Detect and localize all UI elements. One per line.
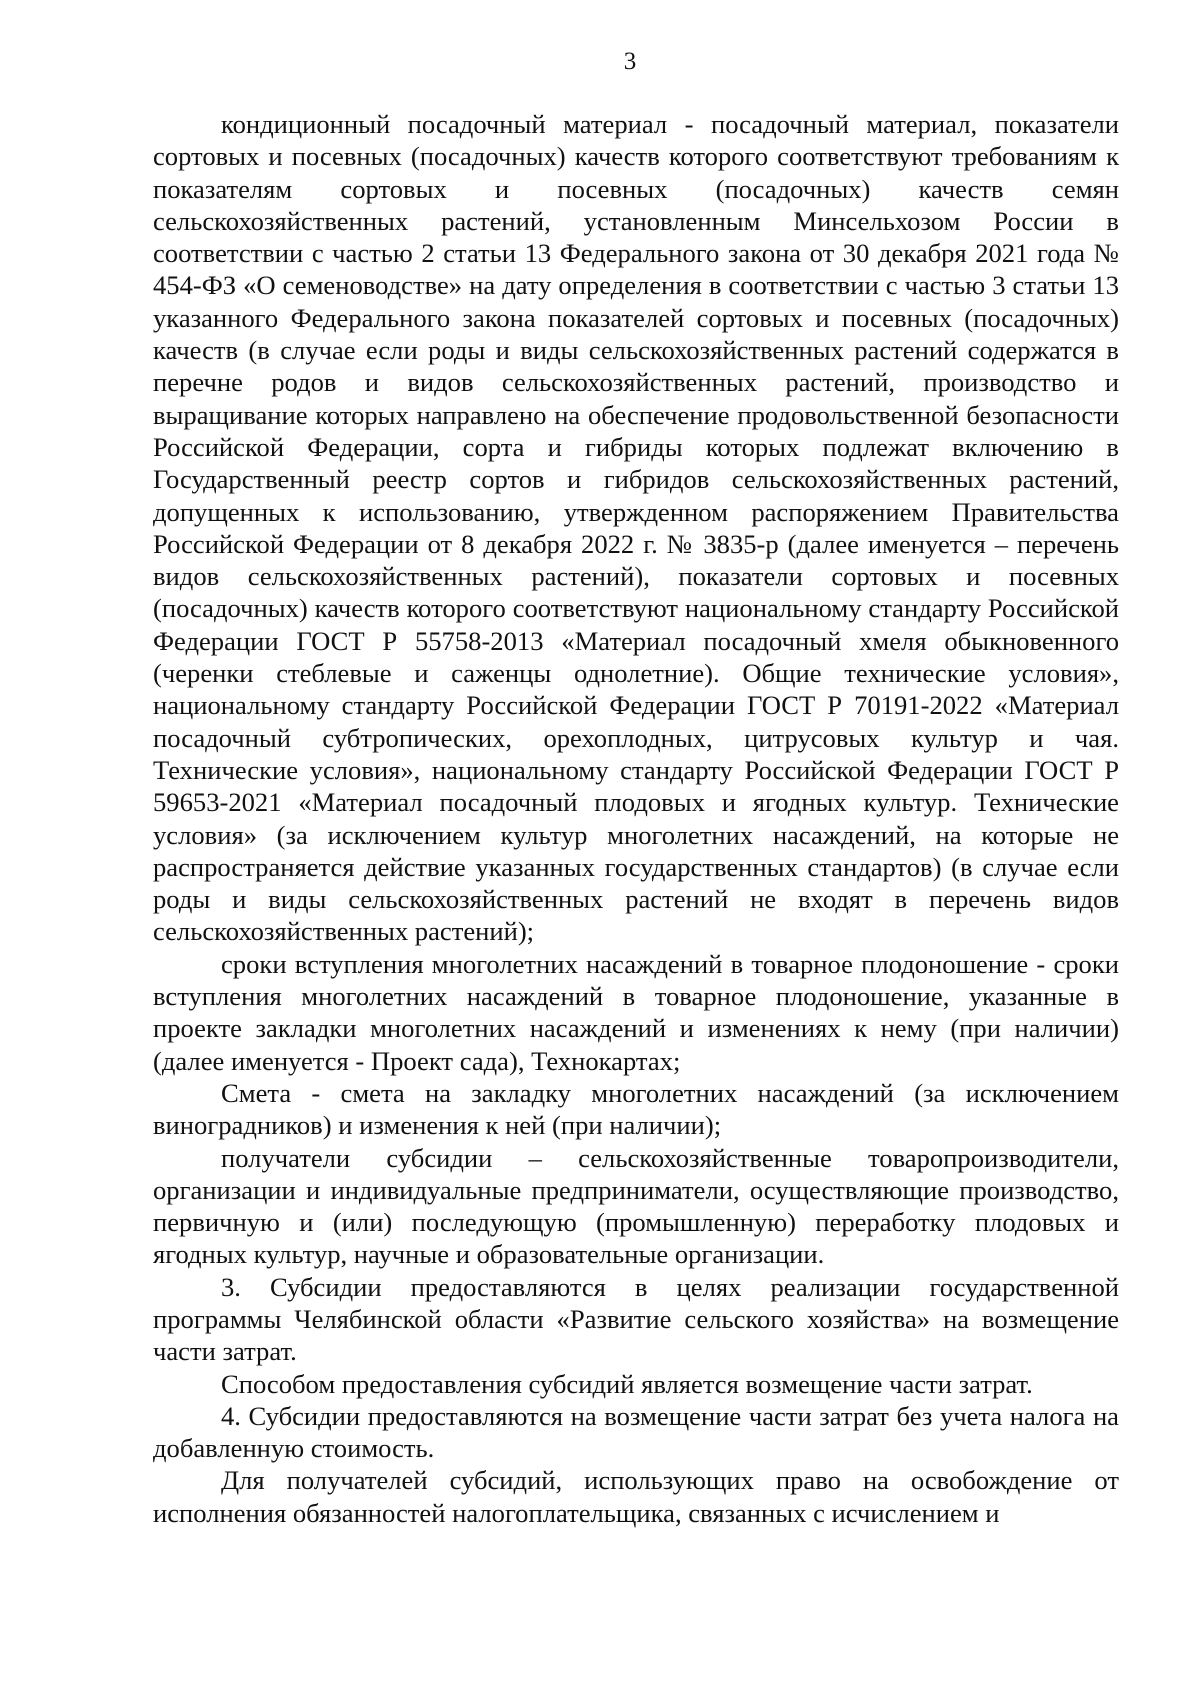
paragraph-subsidy-method: Способом предоставления субсидий является возмещение части затрат.	[221, 1368, 1033, 1399]
paragraph-clause-4: 4. Субсидии предоставляются на возмещение части затрат без учета налога на добавленную стоимость.	[153, 1400, 1119, 1464]
paragraph-vat-exemption: Для получателей субсидий, использующих право на освобождение от исполнения обязанностей налогоплательщика, связанных с исчислением и	[153, 1465, 1119, 1528]
paragraph-clause-3: 3. Субсидии предоставляются в целях реализации государственной программы Челябинской области «Развитие сельского хозяйства» на возмещение части затрат.	[153, 1271, 1119, 1367]
paragraph-definition-fruiting-terms: сроки вступления многолетних насаждений в товарное плодоношение - сроки вступления многолетних насаждений в товарное плодоношение, указанные в проекте закладки многолетних насаждений и изменениях к нему (при наличии) (далее именуется - Проект сада), Технокартах;	[153, 948, 1119, 1076]
document-body	[153, 108, 1119, 1529]
page-number: 3	[623, 48, 637, 75]
paragraph-definition-planting-material: кондиционный посадочный материал - посадочный материал, показатели сортовых и посевных (посадочных) качеств которого соответствуют требованиям к показателям сортовых и посевных (посадочных) качеств семян сельскохозяйственных растений, установленным Минсельхозом России в соответствии с частью 2 статьи 13 Федерального закона от 30 декабря 2021 года № 454-ФЗ «О семеноводстве» на дату определения в соответствии с частью 3 статьи 13 указанного Федерального закона показателей сортовых и посевных (посадочных) качеств (в случае если роды и виды сельскохозяйственных растений содержатся в перечне родов и видов сельскохозяйственных растений, производство и выращивание которых направлено на обеспечение продовольственной безопасности Российской Федерации, сорта и гибриды которых подлежат включению в Государственный реестр сортов и гибридов сельскохозяйственных растений, допущенных к использованию, утвержденном распоряжением Правительства Российской Федерации от 8 декабря 2022 г. № 3835-р (далее именуется – перечень видов сельскохозяйственных растений), показатели сортовых и посевных (посадочных) качеств которого соответствуют национальному стандарту Российской Федерации ГОСТ Р 55758-2013 «Материал посадочный хмеля обыкновенного (черенки стеблевые и саженцы однолетние). Общие технические условия», национальному стандарту Российской Федерации ГОСТ Р 70191-2022 «Материал посадочный субтропических, орехоплодных, цитрусовых культур и чая. Технические условия», национальному стандарту Российской Федерации ГОСТ Р 59653-2021 «Материал посадочный плодовых и ягодных культур. Технические условия» (за исключением культур многолетних насаждений, на которые не распространяется действие указанных государственных стандартов) (в случае если роды и виды сельскохозяйственных растений не входят в перечень видов сельскохозяйственных растений);	[153, 109, 1119, 947]
paragraph-definition-estimate: Смета - смета на закладку многолетних насаждений (за исключением виноградников) и изменения к ней (при наличии);	[153, 1077, 1119, 1141]
paragraph-definition-recipients: получатели субсидии – сельскохозяйственные товаропроизводители, организации и индивидуальные предприниматели, осуществляющие производство, первичную и (или) последующую (промышленную) переработку плодовых и ягодных культур, научные и образовательные организации.	[153, 1142, 1119, 1270]
